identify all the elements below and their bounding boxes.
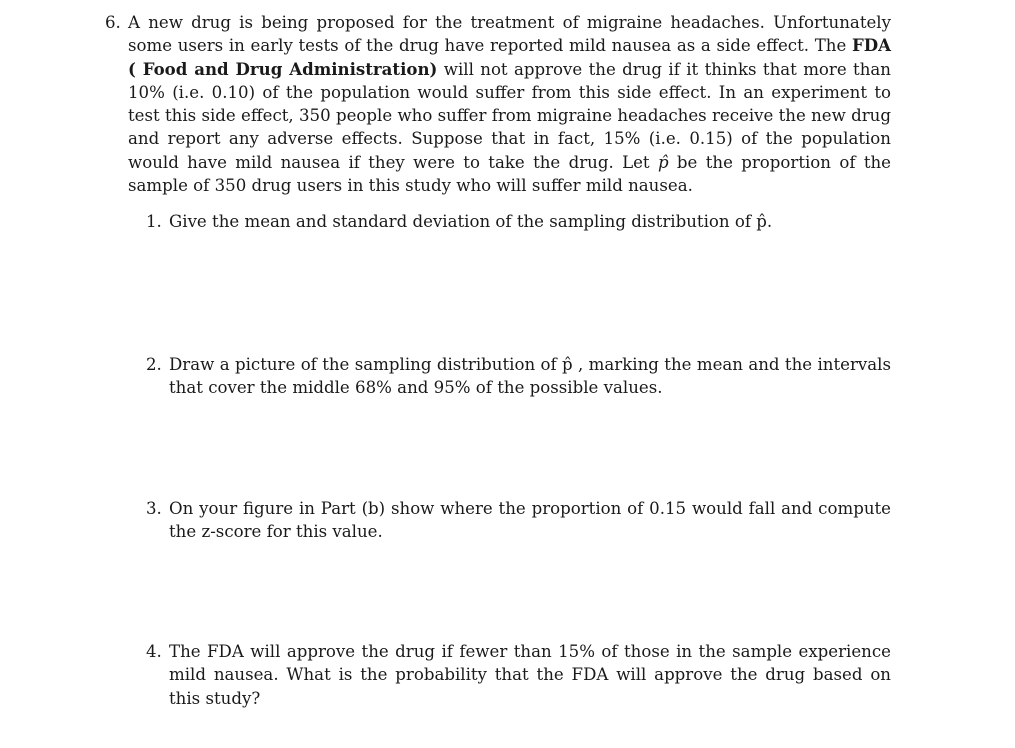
sub-question-number: 3. — [146, 499, 162, 518]
sub-question-2 — [146, 353, 891, 400]
problem-6 — [105, 11, 891, 197]
sub-question-number: 1. — [146, 212, 162, 231]
problem-text-part2: will not approve the drug if it thinks that more than 10% (i.e. 0.10) of the population would suffer from this side effect. In an experiment to test this side effect, 350 people who suffer from migraine headaches receive the new drug and report any adverse effects. Suppose that in fact, 15% (i.e. 0.15) of the population would have mild nausea if they were to take the drug. Let — [128, 59, 891, 172]
sub-question-4 — [146, 640, 891, 710]
sub-question-number: 2. — [146, 355, 162, 374]
fda-bold-text: FDA ( Food and Drug Administration) — [128, 35, 891, 79]
sub-question-3 — [146, 497, 891, 544]
phat-symbol: p̂ — [657, 152, 669, 172]
sub-question-1 — [146, 210, 891, 233]
problem-statement — [128, 11, 891, 197]
sub-question-text: Draw a picture of the sampling distribution of p̂ , marking the mean and the intervals that cover the middle 68% and 95% of the possible values. — [169, 355, 891, 398]
problem-number: 6. — [105, 13, 121, 32]
problem-text-part3: be the proportion of the sample of 350 drug users in this study who will suffer mild nausea. — [128, 152, 891, 196]
sub-question-text: On your figure in Part (b) show where the proportion of 0.15 would fall and compute the z-score for this value. — [169, 499, 891, 542]
problem-header — [105, 11, 891, 197]
sub-question-text: Give the mean and standard deviation of the sampling distribution of p̂. — [169, 212, 773, 231]
problem-text-part1: A new drug is being proposed for the treatment of migraine headaches. Unfortunately some users in early tests of the drug have reported mild nausea as a side effect. The — [128, 13, 891, 56]
sub-question-text: The FDA will approve the drug if fewer than 15% of those in the sample experience mild nausea. What is the probability that the FDA will approve the drug based on this study? — [169, 642, 891, 708]
sub-question-number: 4. — [146, 642, 162, 661]
